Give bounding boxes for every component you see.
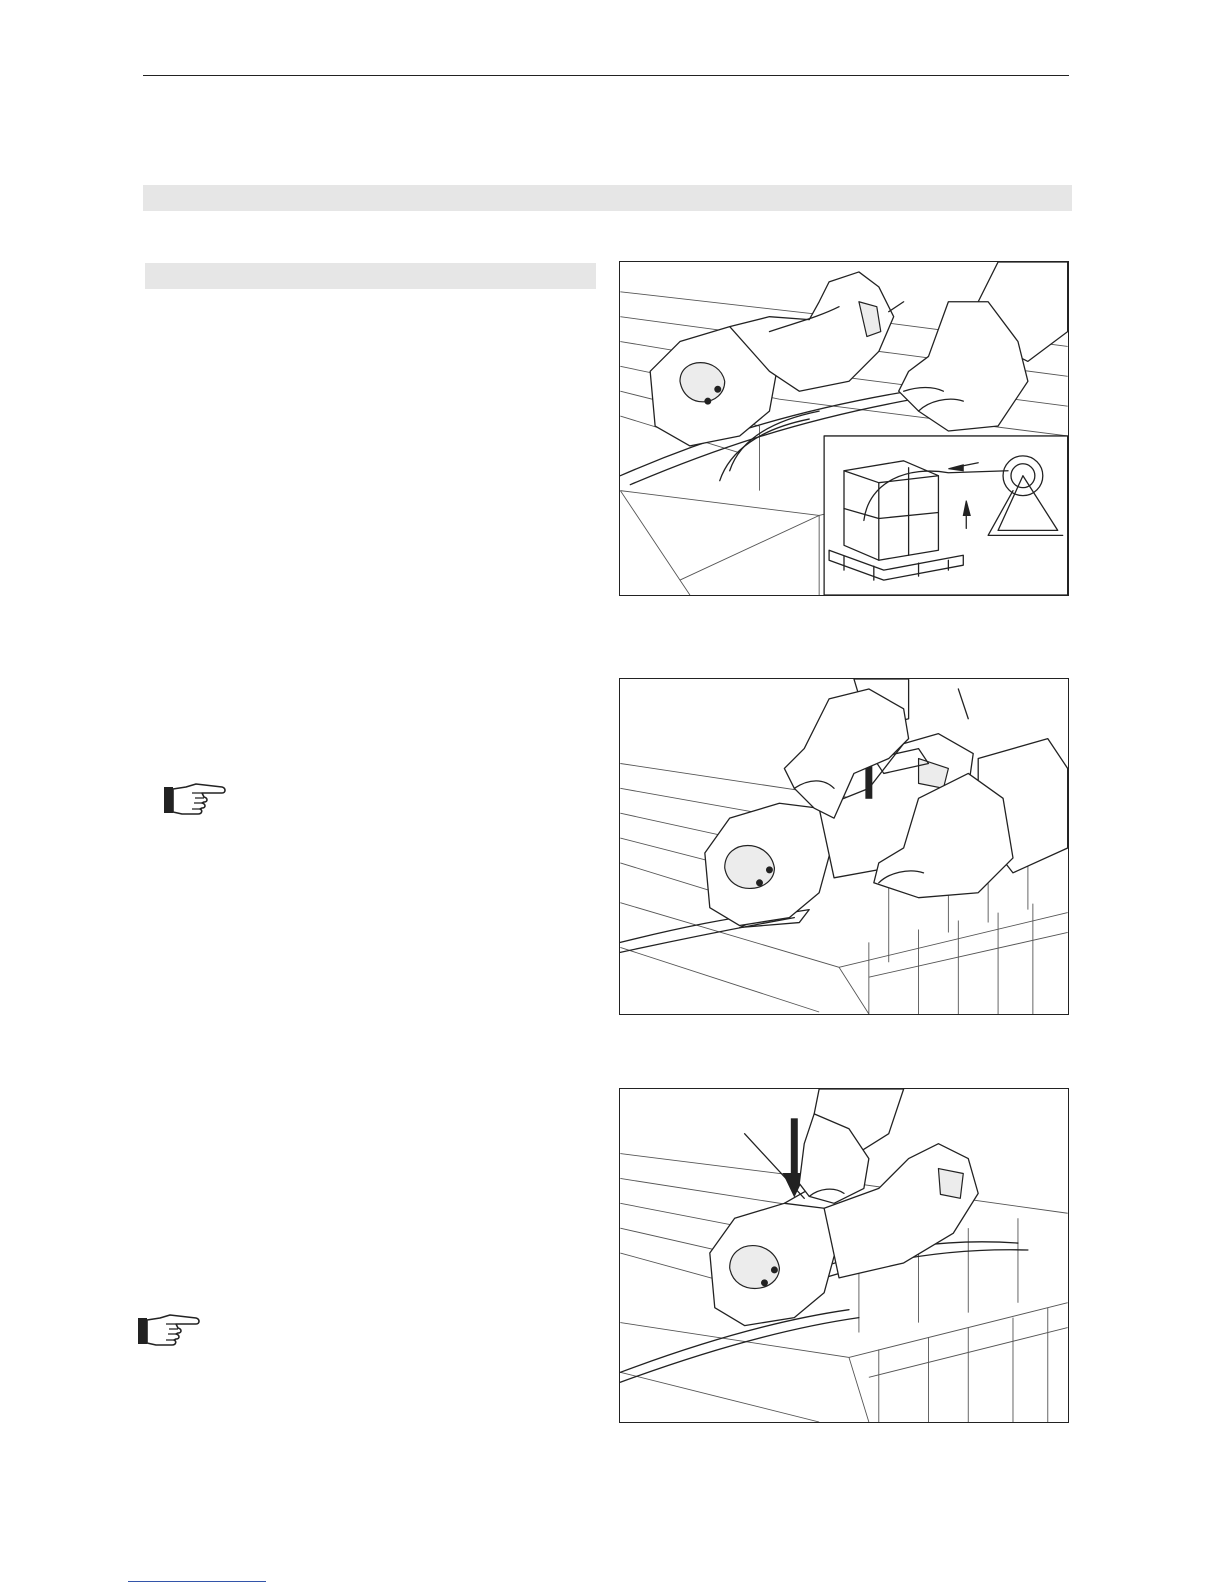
note-pointing-hand: [136, 1312, 202, 1348]
note-pointing-hand: [162, 781, 228, 817]
strapping-tool-insert-strap-illustration: [620, 262, 1068, 595]
header-rule: [143, 75, 1069, 76]
section-heading-band: [143, 185, 1072, 211]
pointing-hand-icon: [162, 781, 228, 817]
subsection-heading-band: [145, 263, 596, 289]
figure-lift-lever: [619, 678, 1069, 1015]
figure-insert-strap: [619, 261, 1069, 596]
strapping-tool-lift-lever-illustration: [620, 679, 1068, 1014]
pointing-hand-icon: [136, 1312, 202, 1348]
footer-link-underline: [128, 1581, 266, 1582]
figure-press-button: [619, 1088, 1069, 1423]
strapping-tool-press-button-illustration: [620, 1089, 1068, 1422]
